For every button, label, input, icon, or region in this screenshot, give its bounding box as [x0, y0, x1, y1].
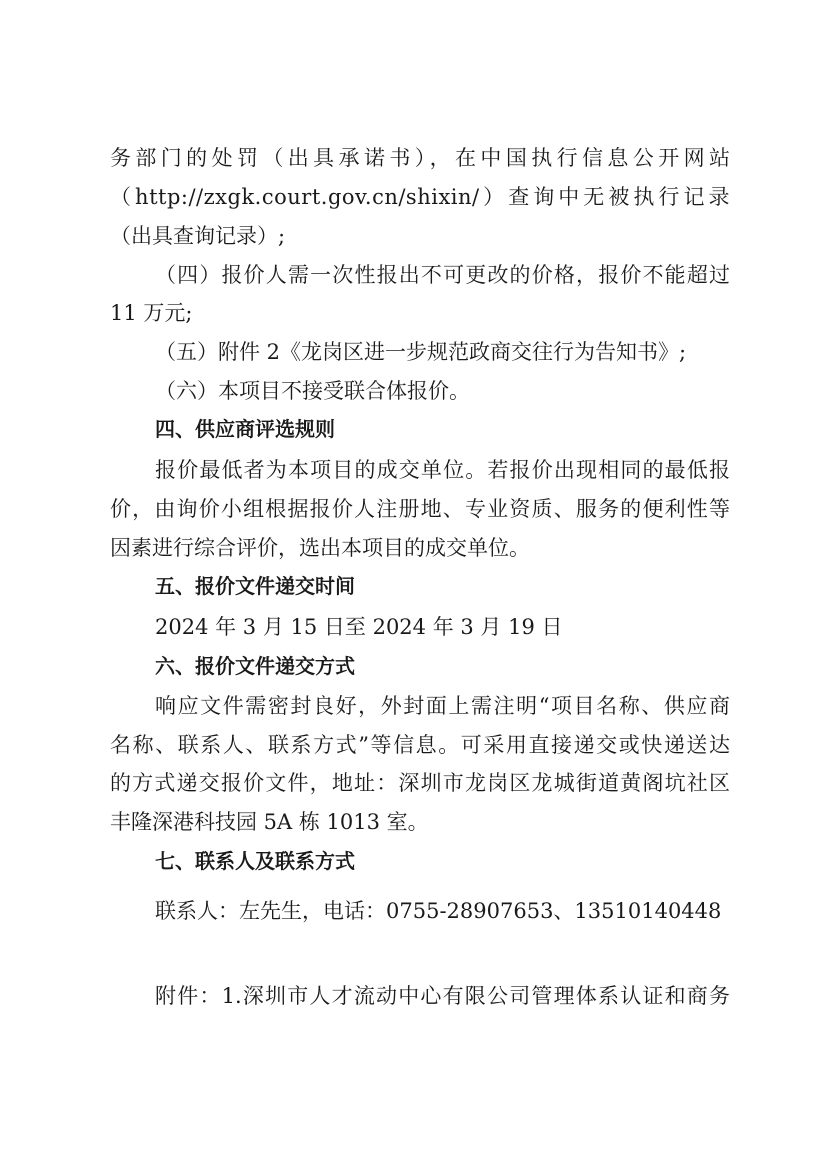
text-line-15: 响应文件需密封良好，外封面上需注明“项目名称、供应商 [155, 694, 730, 718]
text-line-9: 报价最低者为本项目的成交单位。若报价出现相同的最低报 [155, 458, 730, 482]
text-line-3: （出具查询记录）; [110, 224, 286, 248]
text-line-7: （六）本项目不接受联合体报价。 [155, 379, 470, 403]
text-line-5: 11 万元; [110, 301, 193, 325]
section-heading-7: 七、联系人及联系方式 [155, 849, 355, 873]
text-line-13: 2024 年 3 月 15 日至 2024 年 3 月 19 日 [155, 615, 563, 639]
text-line-2: （http://zxgk.court.gov.cn/shixin/）查询中无被执行记录 [110, 185, 730, 209]
text-line-6: （五）附件 2《龙岗区进一步规范政商交往行为告知书》; [155, 340, 687, 364]
contact-line: 联系人：左先生，电话：0755-28907653、13510140448 [155, 899, 722, 923]
section-heading-4: 四、供应商评选规则 [155, 417, 335, 441]
text-line-16: 名称、联系人、联系方式”等信息。可采用直接递交或快递送达 [110, 733, 730, 757]
text-line-18: 丰隆深港科技园 5A 栋 1013 室。 [110, 810, 429, 834]
text-line-17: 的方式递交报价文件，地址：深圳市龙岗区龙城街道黄阁坑社区 [110, 771, 730, 795]
section-heading-5: 五、报价文件递交时间 [155, 574, 355, 598]
section-heading-6: 六、报价文件递交方式 [155, 654, 355, 678]
text-line-1: 务部门的处罚（出具承诺书），在中国执行信息公开网站 [110, 146, 730, 170]
attachment-line: 附件：1.深圳市人才流动中心有限公司管理体系认证和商务 [155, 984, 730, 1008]
text-line-11: 因素进行综合评价，选出本项目的成交单位。 [110, 536, 530, 560]
text-line-10: 价，由询价小组根据报价人注册地、专业资质、服务的便利性等 [110, 497, 730, 521]
text-line-4: （四）报价人需一次性报出不可更改的价格，报价不能超过 [155, 263, 730, 287]
